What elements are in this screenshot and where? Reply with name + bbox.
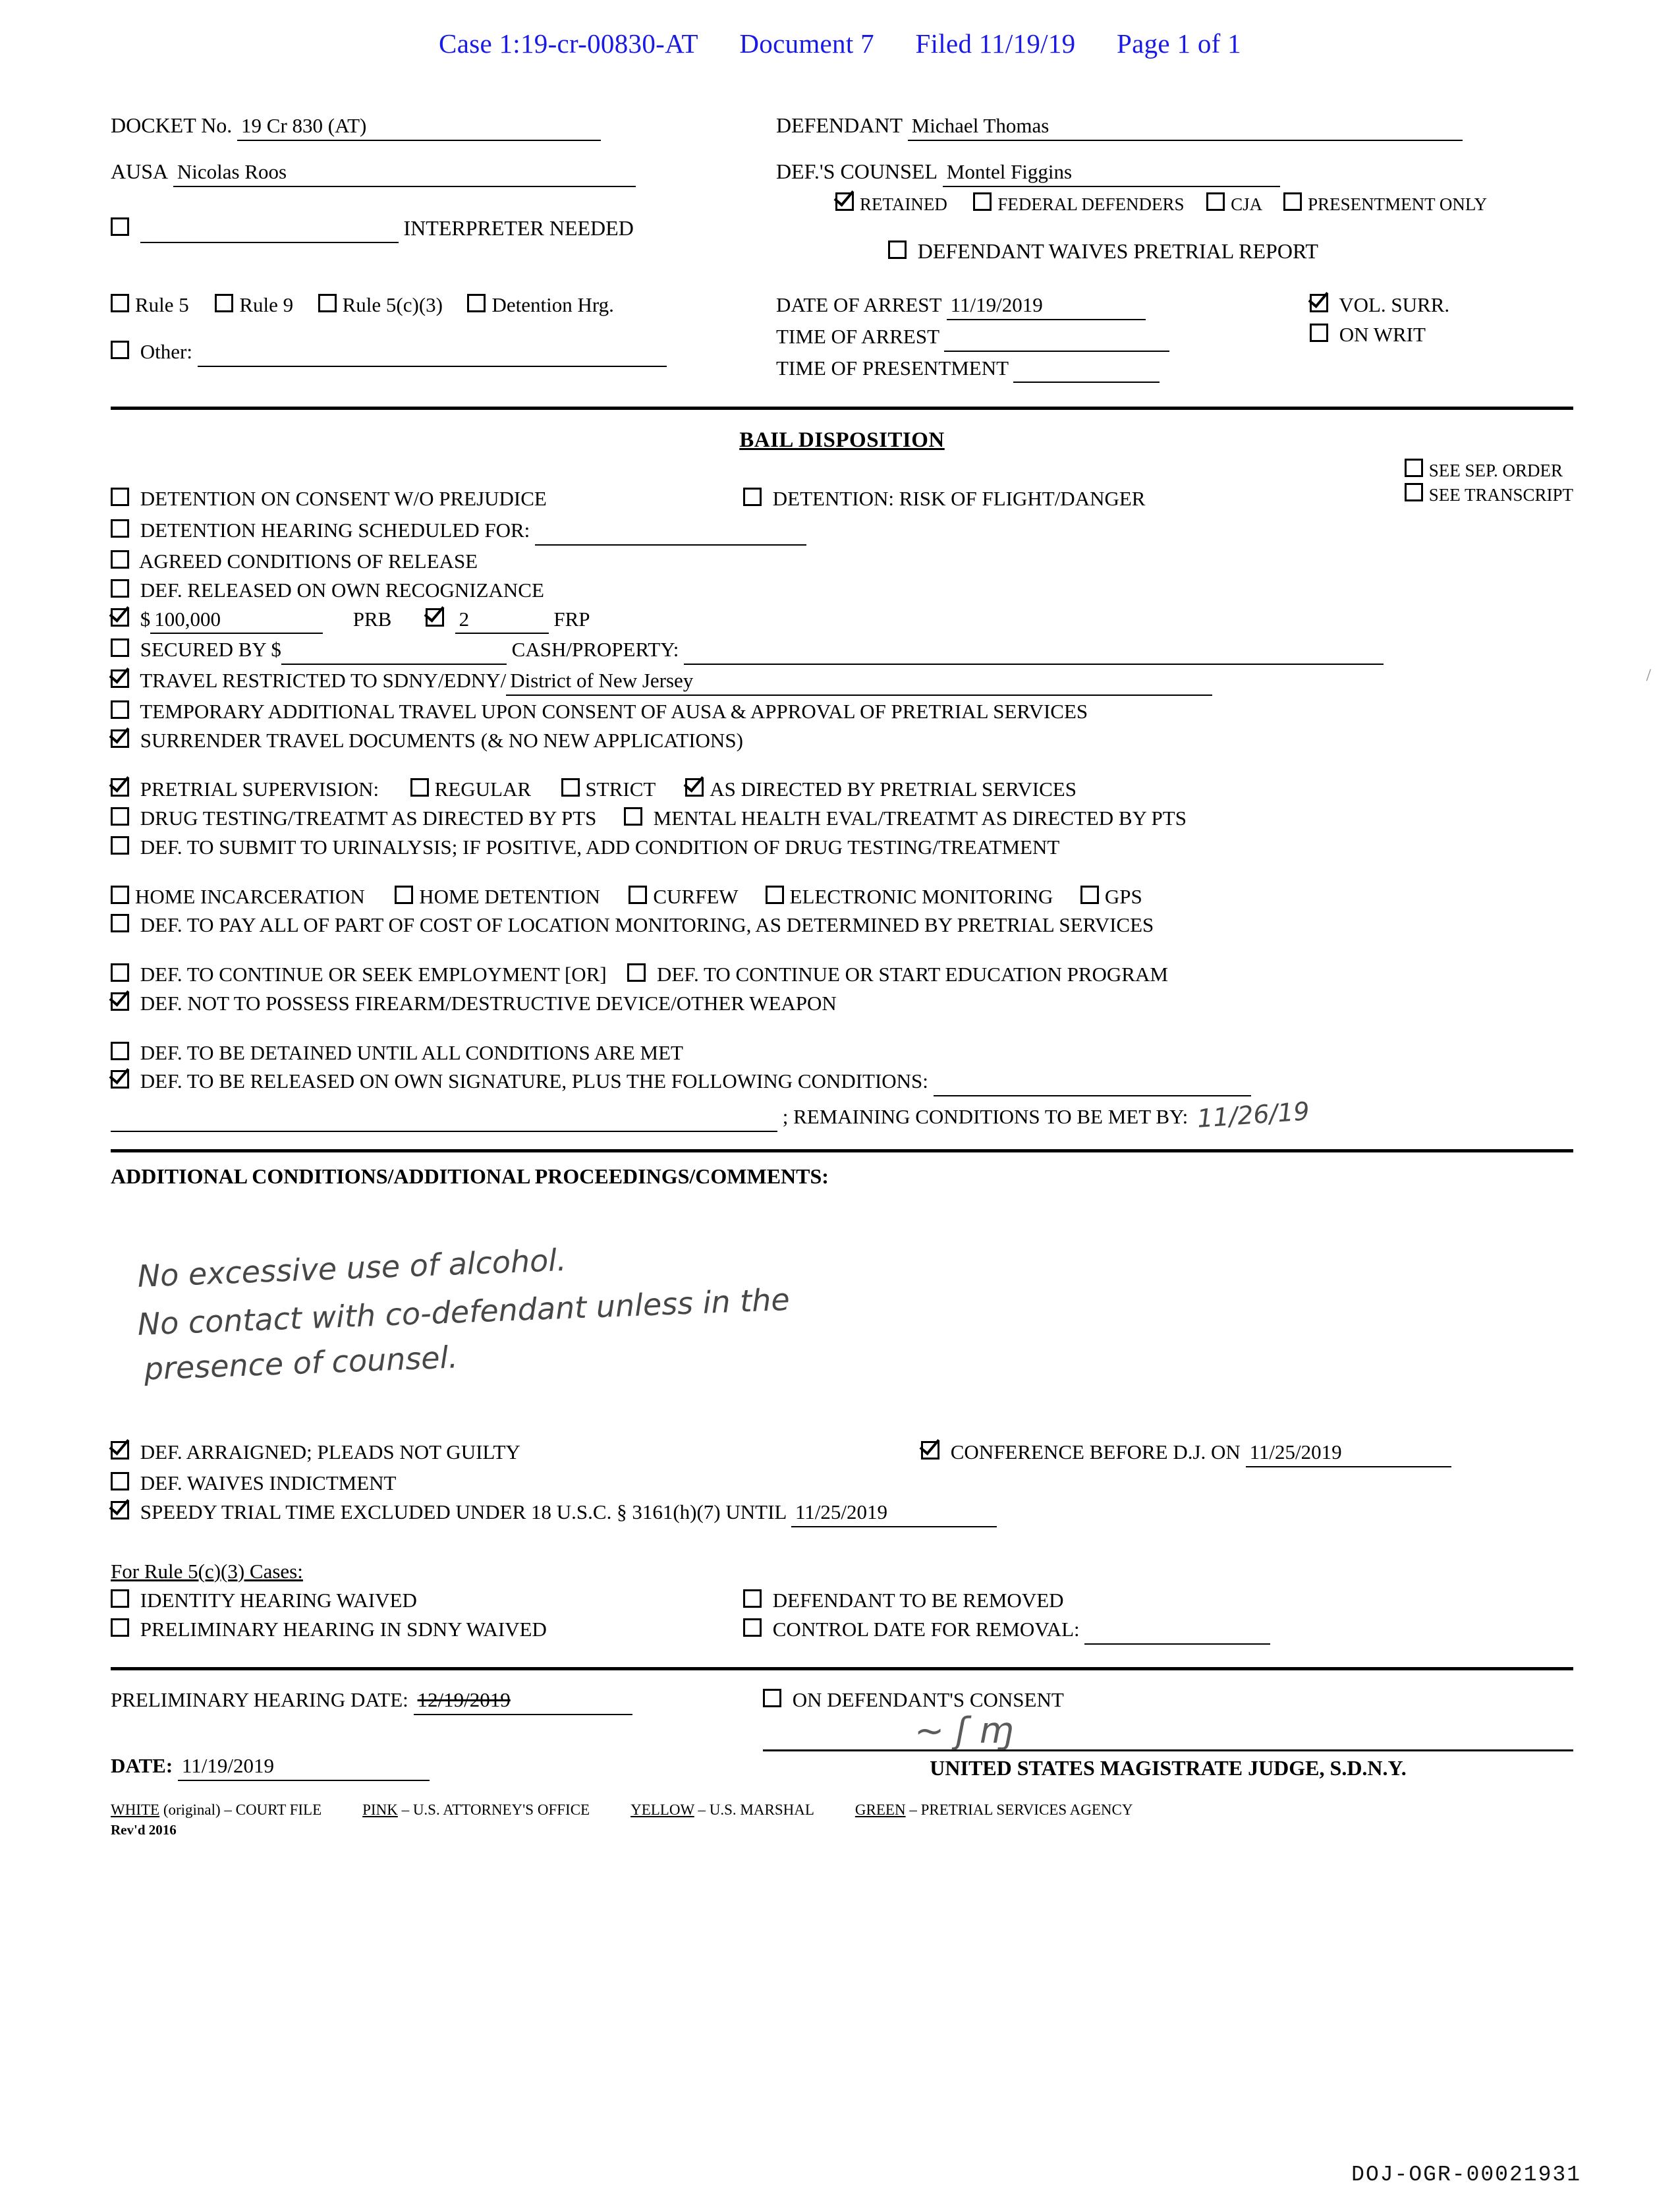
- speedy-trial-checkbox[interactable]: [111, 1501, 129, 1519]
- handwritten-line-3: presence of counsel.: [143, 1339, 459, 1387]
- prelim-sdny-checkbox[interactable]: [111, 1618, 129, 1637]
- detention-risk-label: DETENTION: RISK OF FLIGHT/DANGER: [772, 486, 1146, 510]
- rule-9-label: Rule 9: [239, 293, 294, 316]
- own-recognizance-checkbox[interactable]: [111, 579, 129, 598]
- see-transcript-checkbox[interactable]: [1405, 483, 1423, 501]
- copy-yellow: YELLOW – U.S. MARSHAL: [630, 1801, 814, 1818]
- secured-by-amount[interactable]: [281, 637, 507, 665]
- travel-restricted-row: [111, 668, 1573, 696]
- arraigned-label: DEF. ARRAIGNED; PLEADS NOT GUILTY: [140, 1440, 520, 1464]
- rule5c3-heading: For Rule 5(c)(3) Cases:: [111, 1559, 303, 1583]
- date-of-arrest-value[interactable]: 11/19/2019: [947, 293, 1146, 320]
- pay-cost-monitoring-row: [111, 913, 1573, 938]
- on-writ-label: ON WRIT: [1339, 322, 1426, 346]
- date-of-arrest-row: [776, 293, 1310, 320]
- date-label: DATE:: [111, 1753, 173, 1777]
- counsel-retained-label: RETAINED: [860, 194, 947, 214]
- employment-education-row: [111, 962, 1573, 988]
- ecf-document-number: Document 7: [739, 28, 874, 59]
- pay-cost-monitoring-label: DEF. TO PAY ALL OF PART OF COST OF LOCATION MONITORING, AS DETERMINED BY PRETRIAL SERVICES: [140, 913, 1154, 937]
- counsel-type-row: [835, 192, 1573, 216]
- no-firearm-checkbox[interactable]: [111, 992, 129, 1011]
- on-writ-checkbox[interactable]: [1310, 324, 1328, 342]
- frp-checkbox[interactable]: [426, 608, 444, 627]
- see-sep-order-checkbox[interactable]: [1405, 459, 1423, 477]
- ecf-page-number: Page 1 of 1: [1117, 28, 1241, 59]
- electronic-monitoring-label: ELECTRONIC MONITORING: [789, 884, 1053, 908]
- home-incarceration-label: HOME INCARCERATION: [135, 884, 365, 908]
- detention-hearing-row: [111, 518, 1573, 546]
- urinalysis-checkbox[interactable]: [111, 836, 129, 855]
- detention-on-consent-checkbox[interactable]: [111, 488, 129, 506]
- bates-number: DOJ-OGR-00021931: [1351, 2163, 1581, 2187]
- waives-pretrial-checkbox[interactable]: [888, 241, 907, 259]
- home-detention-label: HOME DETENTION: [419, 884, 600, 908]
- control-date-value[interactable]: [1084, 1617, 1270, 1645]
- date-value[interactable]: 11/19/2019: [178, 1753, 430, 1781]
- prb-dollar-sign: $: [140, 607, 151, 631]
- on-writ-row: [1310, 322, 1554, 348]
- bail-disposition-title: BAIL DISPOSITION: [739, 428, 945, 453]
- waives-indictment-checkbox[interactable]: [111, 1472, 129, 1490]
- remaining-conditions-label: ; REMAINING CONDITIONS TO BE MET BY:: [782, 1105, 1189, 1128]
- conference-label: CONFERENCE BEFORE D.J. ON: [950, 1440, 1241, 1464]
- docket-label: DOCKET No.: [111, 113, 233, 137]
- remaining-conditions-value: 11/26/19: [1196, 1096, 1310, 1133]
- time-of-presentment-row: [776, 356, 1310, 383]
- mental-health-checkbox[interactable]: [624, 807, 642, 826]
- urinalysis-label: DEF. TO SUBMIT TO URINALYSIS; IF POSITIVE, ADD CONDITION OF DRUG TESTING/TREATMENT: [140, 835, 1060, 859]
- speedy-trial-label: SPEEDY TRIAL TIME EXCLUDED UNDER 18 U.S.C. § 3161(h)(7) UNTIL: [140, 1500, 787, 1523]
- time-of-arrest-value[interactable]: [944, 324, 1169, 352]
- detention-risk-checkbox[interactable]: [743, 488, 762, 506]
- temp-travel-label: TEMPORARY ADDITIONAL TRAVEL UPON CONSENT OF AUSA & APPROVAL OF PRETRIAL SERVICES: [140, 699, 1088, 723]
- pay-cost-monitoring-checkbox[interactable]: [111, 914, 129, 932]
- conference-date[interactable]: 11/25/2019: [1246, 1440, 1451, 1467]
- secured-by-row: [111, 637, 1573, 665]
- bail-disposition-form: [111, 112, 1573, 1839]
- supervision-strict-checkbox[interactable]: [561, 778, 580, 797]
- interpreter-checkbox[interactable]: [111, 217, 129, 236]
- prelim-hearing-label: PRELIMINARY HEARING DATE:: [111, 1687, 408, 1711]
- ecf-filing-header: [0, 28, 1680, 59]
- drug-mental-row: [111, 806, 1573, 832]
- defendant-value[interactable]: Michael Thomas: [908, 113, 1463, 141]
- identity-hearing-label: IDENTITY HEARING WAIVED: [140, 1589, 417, 1612]
- form-revision: Rev'd 2016: [111, 1822, 177, 1838]
- waives-pretrial-label: DEFENDANT WAIVES PRETRIAL REPORT: [917, 239, 1318, 264]
- no-firearm-label: DEF. NOT TO POSSESS FIREARM/DESTRUCTIVE DEVICE/OTHER WEAPON: [140, 991, 837, 1015]
- control-date-checkbox[interactable]: [743, 1618, 762, 1637]
- location-monitoring-row: [111, 884, 1573, 910]
- arraigned-conference-row: [111, 1440, 1573, 1467]
- remaining-conditions-row: [111, 1096, 1573, 1133]
- prb-label: PRB: [352, 607, 392, 631]
- defendant-field: [776, 112, 1573, 141]
- rule5c3-row-2: [111, 1617, 1573, 1645]
- curfew-label: CURFEW: [653, 884, 739, 908]
- detention-on-consent-label: DETENTION ON CONSENT W/O PREJUDICE: [140, 486, 547, 510]
- counsel-cja-checkbox[interactable]: [1206, 192, 1225, 211]
- see-transcript-row: [1405, 483, 1573, 507]
- other-row: [111, 339, 776, 367]
- waives-indictment-row: [111, 1471, 1573, 1496]
- pretrial-supervision-row: [111, 777, 1573, 803]
- mental-health-label: MENTAL HEALTH EVAL/TREATMT AS DIRECTED BY PTS: [653, 807, 1187, 830]
- time-of-arrest-row: [776, 324, 1310, 352]
- detained-until-conditions-label: DEF. TO BE DETAINED UNTIL ALL CONDITIONS ARE MET: [140, 1040, 683, 1064]
- remaining-conditions-blank[interactable]: [111, 1104, 777, 1132]
- detained-until-conditions-checkbox[interactable]: [111, 1042, 129, 1060]
- ausa-field: [111, 158, 776, 265]
- other-checkbox[interactable]: [111, 341, 129, 359]
- gps-checkbox[interactable]: [1080, 886, 1099, 904]
- time-of-presentment-label: TIME OF PRESENTMENT: [776, 356, 1009, 380]
- handwritten-line-2: No contact with co-defendant unless in the: [136, 1282, 791, 1343]
- counsel-federal-defenders-label: FEDERAL DEFENDERS: [997, 194, 1185, 214]
- pretrial-supervision-label: PRETRIAL SUPERVISION:: [140, 778, 379, 801]
- page-edge-artifact: /: [1646, 666, 1651, 685]
- secured-by-checkbox[interactable]: [111, 638, 129, 657]
- arraigned-checkbox[interactable]: [111, 1441, 129, 1460]
- detention-hearing-label: DETENTION HEARING SCHEDULED FOR:: [140, 519, 530, 542]
- interpreter-label: INTERPRETER NEEDED: [403, 215, 634, 240]
- handwritten-line-1: No excessive use of alcohol.: [136, 1241, 567, 1294]
- docket-value[interactable]: 19 Cr 830 (AT): [237, 113, 601, 141]
- agreed-conditions-checkbox[interactable]: [111, 550, 129, 569]
- travel-restricted-checkbox[interactable]: [111, 669, 129, 688]
- prb-frp-row: [111, 607, 1573, 635]
- judge-signature: ~ ʃ ɱ: [914, 1709, 1014, 1751]
- curfew-checkbox[interactable]: [629, 886, 647, 904]
- surrender-docs-label: SURRENDER TRAVEL DOCUMENTS (& NO NEW APPLICATIONS): [140, 728, 743, 752]
- home-incarceration-checkbox[interactable]: [111, 886, 129, 904]
- rules-checkbox-row: [111, 293, 776, 318]
- home-detention-checkbox[interactable]: [395, 886, 413, 904]
- rules-field: [111, 293, 776, 383]
- detention-hearing-checkbox[interactable]: [111, 519, 129, 538]
- prelim-sdny-label: PRELIMINARY HEARING IN SDNY WAIVED: [140, 1618, 547, 1641]
- rules-arrest-row: [111, 293, 1573, 383]
- defs-counsel-value[interactable]: Montel Figgins: [943, 159, 1280, 187]
- urinalysis-row: [111, 835, 1573, 861]
- proceedings-block: [111, 1440, 1573, 1527]
- temp-travel-row: [111, 699, 1573, 725]
- no-firearm-row: [111, 991, 1573, 1017]
- gps-label: GPS: [1104, 884, 1142, 908]
- agreed-conditions-label: AGREED CONDITIONS OF RELEASE: [139, 550, 478, 573]
- rule-5-checkbox[interactable]: [111, 294, 129, 312]
- date-signature-row: [111, 1709, 1573, 1781]
- drug-testing-checkbox[interactable]: [111, 807, 129, 826]
- rule5c3-block: [111, 1559, 1573, 1645]
- surrender-docs-row: [111, 728, 1573, 754]
- pretrial-supervision-checkbox[interactable]: [111, 778, 129, 797]
- prb-amount[interactable]: 100,000: [150, 607, 323, 635]
- agreed-conditions-row: [111, 549, 1573, 575]
- vol-surr-label: VOL. SURR.: [1339, 293, 1450, 316]
- rule5c3-row-1: [111, 1588, 1573, 1614]
- judge-signature-line: UNITED STATES MAGISTRATE JUDGE, S.D.N.Y.: [763, 1749, 1573, 1781]
- own-recognizance-row: [111, 578, 1573, 604]
- secured-by-label: SECURED BY $: [140, 638, 281, 662]
- time-of-presentment-value[interactable]: [1013, 356, 1160, 383]
- other-value[interactable]: [198, 339, 667, 367]
- divider-top: [111, 407, 1573, 410]
- released-own-signature-row: [111, 1069, 1573, 1096]
- on-consent-label: ON DEFENDANT'S CONSENT: [792, 1687, 1064, 1711]
- speedy-trial-row: [111, 1500, 1573, 1527]
- travel-restricted-label: TRAVEL RESTRICTED TO SDNY/EDNY/: [140, 669, 507, 692]
- date-of-arrest-label: DATE OF ARREST: [776, 293, 941, 316]
- defendant-removed-checkbox[interactable]: [743, 1589, 762, 1608]
- drug-testing-label: DRUG TESTING/TREATMT AS DIRECTED BY PTS: [140, 807, 597, 830]
- counsel-presentment-only-checkbox[interactable]: [1283, 192, 1302, 211]
- detention-hrg-label: Detention Hrg.: [491, 293, 614, 316]
- see-sep-order-row: [1405, 459, 1573, 482]
- rule-5-label: Rule 5: [135, 293, 189, 316]
- detention-row: [111, 486, 1573, 515]
- education-label: DEF. TO CONTINUE OR START EDUCATION PROGRAM: [656, 963, 1168, 986]
- time-of-arrest-label: TIME OF ARREST: [776, 324, 939, 348]
- prb-checkbox[interactable]: [111, 608, 129, 627]
- rule-5c3-label: Rule 5(c)(3): [342, 293, 443, 316]
- cash-property-label: CASH/PROPERTY:: [511, 638, 679, 662]
- cash-property-value[interactable]: [684, 637, 1384, 665]
- vol-surr-checkbox[interactable]: [1310, 294, 1328, 312]
- defense-counsel-field: [776, 158, 1573, 265]
- supervision-strict-label: STRICT: [585, 778, 656, 801]
- additional-conditions-heading: ADDITIONAL CONDITIONS/ADDITIONAL PROCEEDINGS/COMMENTS:: [111, 1164, 829, 1188]
- frp-count[interactable]: 2: [455, 607, 549, 635]
- defendant-removed-label: DEFENDANT TO BE REMOVED: [772, 1589, 1064, 1612]
- ausa-label: AUSA: [111, 159, 169, 183]
- detention-hrg-checkbox[interactable]: [467, 294, 486, 312]
- docket-defendant-row: [111, 112, 1573, 141]
- supervision-regular-checkbox[interactable]: [410, 778, 429, 797]
- copy-white: WHITE (original) – COURT FILE: [111, 1801, 322, 1818]
- waives-pretrial-row: [888, 238, 1573, 265]
- electronic-monitoring-checkbox[interactable]: [766, 886, 784, 904]
- on-consent-checkbox[interactable]: [763, 1689, 781, 1707]
- released-own-signature-label: DEF. TO BE RELEASED ON OWN SIGNATURE, PLUS THE FOLLOWING CONDITIONS:: [140, 1069, 928, 1093]
- counsel-federal-defenders-checkbox[interactable]: [973, 192, 992, 211]
- divider-footer: [111, 1667, 1573, 1670]
- employment-checkbox[interactable]: [111, 963, 129, 982]
- ecf-case-number: Case 1:19-cr-00830-AT: [439, 28, 698, 59]
- prelim-hearing-value[interactable]: 12/19/2019: [414, 1687, 632, 1715]
- supervision-as-directed-checkbox[interactable]: [685, 778, 704, 797]
- ausa-counsel-row: [111, 158, 1573, 265]
- arrest-info-field: [776, 293, 1573, 383]
- ecf-filed-date: Filed 11/19/19: [915, 28, 1076, 59]
- footer-copies-row: [111, 1801, 1573, 1820]
- detained-until-conditions-row: [111, 1040, 1573, 1066]
- divider-additional: [111, 1149, 1573, 1152]
- docket-field: [111, 112, 776, 141]
- interpreter-language-value[interactable]: [140, 216, 399, 244]
- ausa-value[interactable]: Nicolas Roos: [173, 159, 636, 187]
- defs-counsel-label: DEF.'S COUNSEL: [776, 159, 938, 183]
- rule-9-checkbox[interactable]: [215, 294, 233, 312]
- surrender-docs-checkbox[interactable]: [111, 729, 129, 748]
- frp-label: FRP: [553, 607, 590, 631]
- handwritten-comments: [136, 1230, 1573, 1387]
- temp-travel-checkbox[interactable]: [111, 700, 129, 719]
- control-date-label: CONTROL DATE FOR REMOVAL:: [772, 1618, 1080, 1641]
- vol-surr-row: [1310, 293, 1554, 318]
- see-transcript-label: SEE TRANSCRIPT: [1428, 485, 1573, 505]
- see-sep-order-label: SEE SEP. ORDER: [1428, 460, 1563, 480]
- detention-hearing-value[interactable]: [535, 518, 806, 546]
- defendant-label: DEFENDANT: [776, 113, 903, 137]
- education-checkbox[interactable]: [627, 963, 646, 982]
- conference-checkbox[interactable]: [921, 1441, 939, 1460]
- rule-5c3-checkbox[interactable]: [318, 294, 337, 312]
- travel-restricted-value[interactable]: District of New Jersey: [506, 668, 1212, 696]
- counsel-presentment-only-label: PRESENTMENT ONLY: [1308, 194, 1488, 214]
- counsel-cja-label: CJA: [1231, 194, 1262, 214]
- supervision-regular-label: REGULAR: [434, 778, 532, 801]
- speedy-trial-date[interactable]: 11/25/2019: [791, 1500, 997, 1527]
- own-recognizance-label: DEF. RELEASED ON OWN RECOGNIZANCE: [140, 578, 544, 602]
- identity-hearing-checkbox[interactable]: [111, 1589, 129, 1608]
- bail-conditions-list: [111, 486, 1573, 1132]
- waives-indictment-label: DEF. WAIVES INDICTMENT: [140, 1471, 397, 1494]
- copy-green: GREEN – PRETRIAL SERVICES AGENCY: [854, 1801, 1133, 1818]
- supervision-as-directed-label: AS DIRECTED BY PRETRIAL SERVICES: [710, 778, 1077, 801]
- prelim-hearing-row: [111, 1687, 1573, 1715]
- released-own-signature-value[interactable]: [934, 1069, 1251, 1096]
- released-own-signature-checkbox[interactable]: [111, 1070, 129, 1089]
- remaining-conditions-value-wrap[interactable]: [1193, 1096, 1399, 1133]
- employment-label: DEF. TO CONTINUE OR SEEK EMPLOYMENT [OR]: [140, 963, 607, 986]
- copy-pink: PINK – U.S. ATTORNEY'S OFFICE: [362, 1801, 590, 1818]
- other-label: Other:: [140, 339, 192, 363]
- counsel-retained-checkbox[interactable]: [835, 192, 854, 211]
